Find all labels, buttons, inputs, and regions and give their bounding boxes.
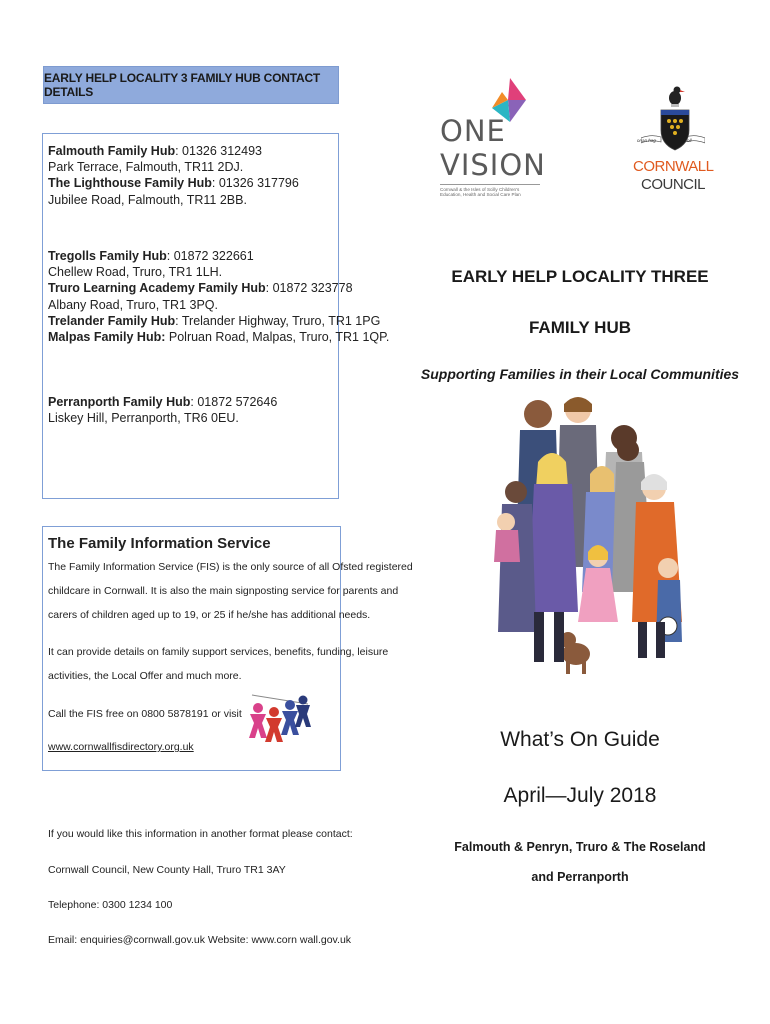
hub-line: Falmouth Family Hub: 01326 312493 [48, 144, 262, 158]
fis-title: The Family Information Service [48, 535, 271, 552]
locality-title: EARLY HELP LOCALITY THREE [451, 267, 709, 286]
telephone-number: Telephone: 0300 1234 100 [48, 899, 173, 911]
hub-line: Jubilee Road, Falmouth, TR11 2BB. [48, 192, 247, 207]
hub-group-perranporth [48, 394, 277, 426]
hub-line: Tregolls Family Hub: 01872 322661 [48, 249, 254, 263]
cornwall-crest-icon [641, 84, 705, 156]
hub-line: Park Terrace, Falmouth, TR11 2DJ. [48, 160, 244, 175]
dog-figure [560, 632, 590, 674]
hub-line: The Lighthouse Family Hub: 01326 317796 [48, 176, 299, 191]
hub-line: Albany Road, Truro, TR1 3PQ. [48, 297, 218, 312]
alt-format-note: If you would like this information in another format please contact: [48, 828, 353, 840]
one-vision-word-one: ONE [440, 114, 506, 148]
council-address: Cornwall Council, New County Hall, Truro TR1 3AY [48, 864, 286, 876]
one-vision-divider [440, 184, 540, 185]
fis-description [48, 555, 413, 627]
fis-text-line: carers of children aged up to 19, or 25 if he/she has additional needs. [48, 609, 371, 621]
family-hub-title: FAMILY HUB [528, 318, 632, 337]
guide-dates: April—July 2018 [503, 784, 657, 807]
crest-motto-left: onan hag [637, 138, 656, 143]
contact-details-header: EARLY HELP LOCALITY 3 FAMILY HUB CONTACT DETAILS [43, 66, 339, 104]
crest-motto-right: oll [687, 138, 692, 143]
guide-title: What’s On Guide [500, 728, 660, 751]
fis-website-link[interactable]: www.cornwallfisdirectory.org.uk [48, 741, 194, 753]
hub-line: Malpas Family Hub: Polruan Road, Malpas, Truro, TR1 1QP. [48, 330, 390, 345]
fis-text-line: The Family Information Service (FIS) is the only source of all Ofsted registered [48, 561, 413, 573]
cornwall-council-logo [633, 84, 714, 199]
fis-call: Call the FIS free on 0800 5878191 or visit [48, 708, 242, 720]
one-vision-word-vision: VISION [440, 148, 546, 182]
one-vision-logo [440, 78, 546, 213]
hub-line: Liskey Hill, Perranporth, TR6 0EU. [48, 411, 239, 426]
fis-services [48, 640, 389, 688]
email-website: Email: enquiries@cornwall.gov.uk Website: www.corn wall.gov.uk [48, 934, 352, 946]
hub-line: Perranporth Family Hub: 01872 572646 [48, 395, 278, 409]
hub-line: Chellew Road, Truro, TR1 1LH. [48, 265, 223, 280]
children-figures-icon [246, 690, 312, 748]
fis-text-line: childcare in Cornwall. It is also the main signposting service for parents and [48, 585, 399, 597]
child-figure-red [265, 707, 283, 742]
one-vision-tagline: Cornwall & the Isles of Scilly Children's Education, Health and Social Care Plan [440, 187, 521, 197]
child-figure-pink [249, 703, 267, 738]
family-group-illustration [486, 392, 686, 678]
areas-line-2: and Perranporth [531, 870, 629, 884]
fis-text-line: activities, the Local Offer and much more. [48, 670, 242, 682]
hub-line: Truro Learning Academy Family Hub: 01872 323778 [48, 281, 353, 296]
hub-group-falmouth [48, 143, 299, 208]
areas-line-1: Falmouth & Penryn, Truro & The Roseland [454, 840, 706, 854]
council-word-council: COUNCIL [641, 176, 706, 193]
council-word-cornwall: CORNWALL [633, 158, 714, 175]
hub-group-truro [48, 248, 389, 345]
tagline: Supporting Families in their Local Communities [420, 366, 740, 382]
fis-text-line: It can provide details on family support services, benefits, funding, leisure [48, 646, 389, 658]
hub-line: Trelander Family Hub: Trelander Highway, Truro, TR1 1PG [48, 313, 381, 328]
